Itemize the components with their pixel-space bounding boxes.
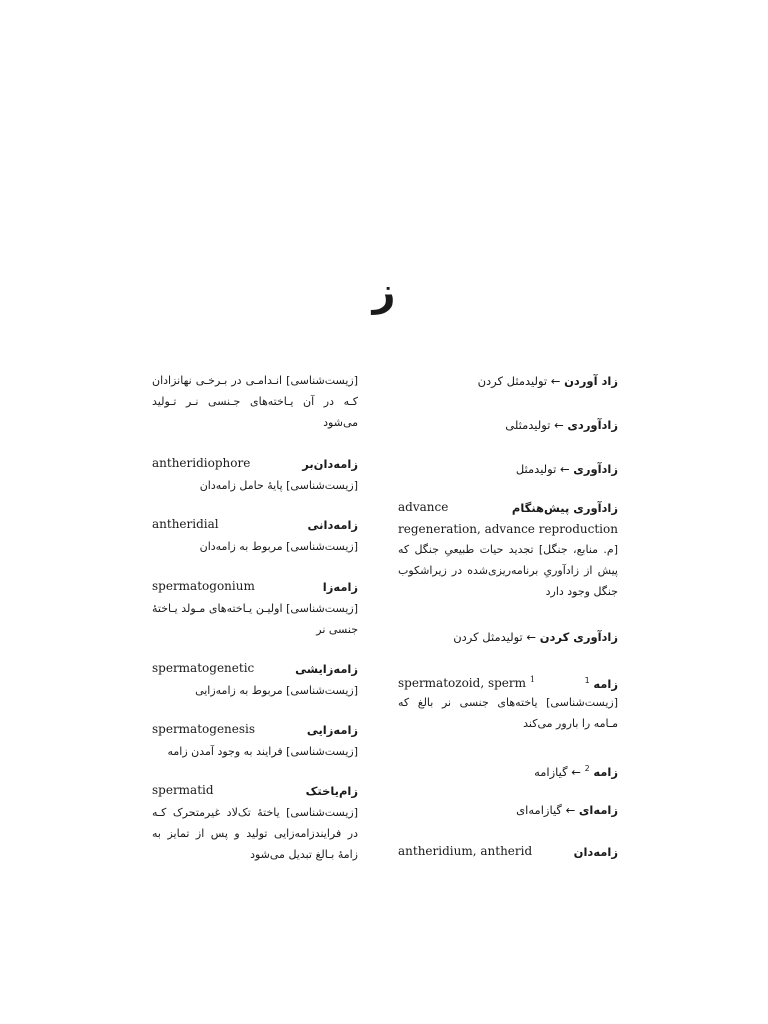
entry-head (398, 670, 618, 692)
entry-head (398, 626, 618, 648)
english-term: spermatogonium (152, 579, 255, 593)
arrow-icon: ← (571, 764, 581, 779)
entry (398, 758, 618, 799)
entry-term (295, 658, 358, 680)
definition: [م. منابع، جنگل] تجدید حیات طبیعیِ جنگل که پیش از زادآوریِ برنامه‌ریزی‌شده در زیراشکوب جنگل وجود دارد (398, 543, 618, 598)
see-reference: گیازامه (534, 764, 568, 779)
entry (152, 514, 358, 576)
entry-head (398, 458, 618, 480)
entry (398, 458, 618, 497)
see-reference: تولیدمثل (515, 462, 557, 476)
homonym-number: 1 (584, 676, 590, 685)
definition: [زیست‌شناسی] پایهٔ حامل زامه‌دان (199, 479, 358, 492)
entry-term (516, 799, 618, 821)
definition: [زیست‌شناسی] مربوط به زامه‌دان (199, 540, 358, 553)
arrow-icon: ← (550, 374, 561, 388)
term-text: زامه‌دانی (307, 518, 358, 532)
definition: [زیست‌شناسی] فرایند به وجود آمدن زامه (167, 745, 358, 758)
entry-head (152, 514, 358, 536)
entry (398, 497, 618, 626)
entry-head (152, 719, 358, 741)
entry-term (307, 719, 358, 741)
entry-head (152, 576, 358, 598)
english-term: spermatogenetic (152, 661, 255, 675)
term-text: زام‌یاختک (305, 784, 358, 798)
entry-head (152, 453, 358, 475)
entry (152, 780, 358, 870)
term-text: زامه‌ای (578, 803, 618, 817)
entry-term (323, 576, 358, 598)
term-text: زامه‌دان (573, 845, 618, 859)
term-text: زادآوری کردن (539, 630, 618, 644)
term-text: زامه (593, 764, 618, 779)
entry-term (505, 414, 618, 436)
arrow-icon: ← (526, 630, 537, 644)
definition-continued: [زیست‌شناسی] انـدامـی در بـرخـی نهانزادان کـه در آن یـاخته‌های جـنسی نـر تـولید می‌شود (152, 374, 358, 429)
homonym-number: 2 (584, 764, 590, 773)
see-reference: تولیدمثل کردن (477, 374, 548, 388)
entry-head (398, 370, 618, 392)
section-letter: ز (372, 269, 396, 315)
entry-term (516, 458, 618, 480)
entry-term (534, 758, 618, 783)
arrow-icon: ← (559, 462, 570, 476)
entry-head (152, 780, 358, 802)
see-reference: تولیدمثل کردن (453, 630, 523, 644)
english-term: spermatogenesis (152, 722, 256, 736)
arrow-icon: ← (565, 803, 576, 817)
entry-head (398, 841, 618, 863)
term-text: زامه‌زایی (306, 723, 358, 737)
entry (398, 626, 618, 670)
english-term: antheridial (152, 517, 219, 531)
term-text: زادآوردی (567, 418, 618, 432)
term-text: زادآوری پیش‌هنگام (511, 501, 618, 515)
left-column (152, 370, 358, 870)
entry (398, 370, 618, 414)
entry-term (574, 841, 618, 863)
entry (398, 670, 618, 758)
entry-term (512, 497, 618, 519)
entry (152, 370, 358, 453)
entry-head (152, 658, 358, 680)
entry-term (478, 370, 618, 392)
term-text: زامه‌زایشی (295, 662, 358, 676)
english-term: antheridium, antherid (398, 844, 533, 858)
english-term: antheridiophore (152, 456, 251, 470)
entry (152, 453, 358, 514)
entry (398, 841, 618, 865)
term-text: زامه‌زا (322, 580, 358, 594)
definition: [زیست‌شناسی] یاختهٔ تک‌لاد غیرمتحرک کـه در فرایندزامه‌زایی تولید و پس از تمایز به زامهٔ بـالغ تبدیل می‌شود (152, 806, 358, 861)
entry-term (302, 453, 358, 475)
see-reference: تولیدمثلی (505, 418, 551, 432)
english-term: spermatozoid, sperm $^1$ (398, 675, 535, 690)
term-text: زاد آوردن (564, 374, 618, 388)
term-text: زادآوری (573, 462, 618, 476)
english-term: advance (398, 500, 449, 514)
entry (152, 658, 358, 719)
english-term: spermatid (152, 783, 214, 797)
see-reference: گیازامه‌ای (516, 803, 562, 817)
entry-head (398, 758, 618, 780)
right-column (398, 370, 618, 865)
entry-term (308, 514, 358, 536)
definition: [زیست‌شناسی] اولیـن یـاخته‌های مـولد یـاختهٔ جنسی نر (152, 602, 358, 636)
entry (152, 719, 358, 780)
entry-head (398, 799, 618, 821)
definition: [زیست‌شناسی] مربوط به زامه‌زایی (195, 684, 358, 697)
entry (152, 576, 358, 658)
entry-term (306, 780, 358, 802)
entry (398, 799, 618, 841)
entry-head (398, 414, 618, 436)
definition: [زیست‌شناسی] یاخته‌های جنسی نر بالغ که مـامه را بارور می‌کند (398, 696, 618, 730)
term-text: زامه‌دان‌بر (302, 457, 358, 471)
entry (398, 414, 618, 458)
entry-head (398, 497, 618, 519)
term-text: زامه (593, 676, 618, 691)
entry-term (453, 626, 618, 648)
english-term-continued: regeneration, advance reproduction (398, 522, 618, 536)
arrow-icon: ← (554, 418, 564, 432)
entry-term (585, 670, 618, 695)
